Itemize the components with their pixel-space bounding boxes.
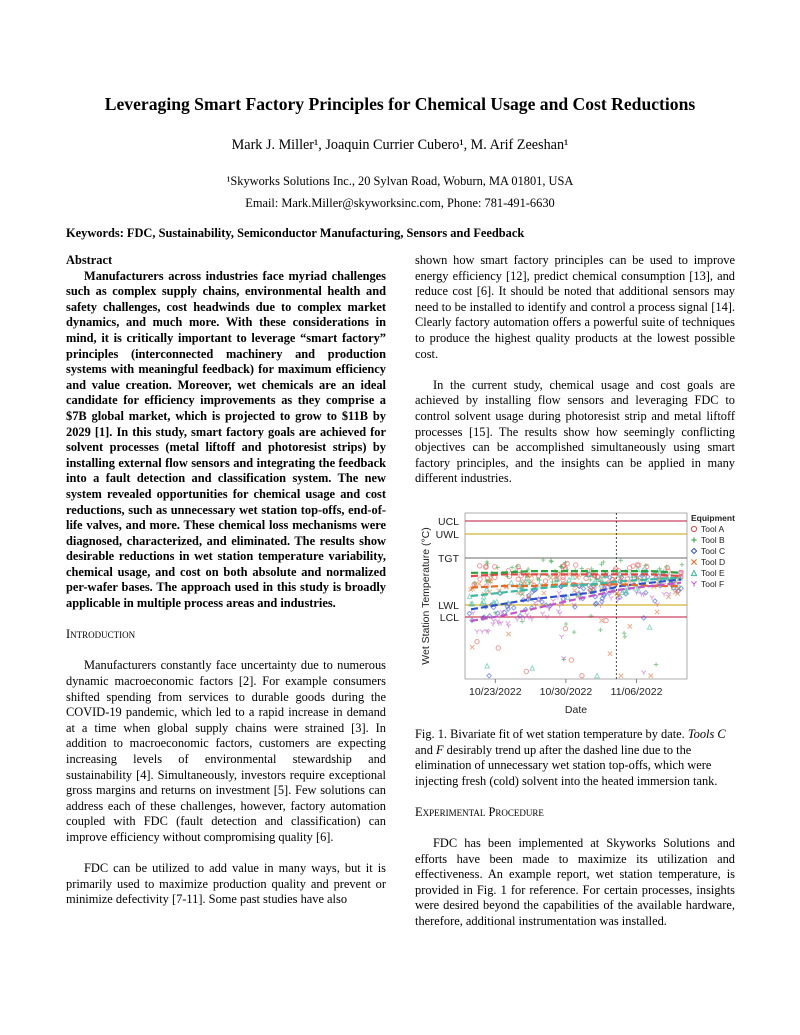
data-point (478, 564, 482, 568)
data-point (510, 565, 514, 569)
data-point (475, 629, 479, 633)
data-point (509, 580, 513, 584)
right-paragraph-2: In the current study, chemical usage and cost goals are achieved by installing flow sensors and leveraging FDC to control solvent usage during photoresist strip and metal liftoff processes [15]. The results show how seemingly conflicting objectives can be accomplished simultaneously using smart factory principles, and the insights can be applied in many different industries. (415, 377, 735, 486)
data-point (477, 582, 481, 586)
experimental-heading: Experimental Procedure (415, 804, 544, 819)
data-point (574, 563, 578, 567)
data-point (609, 596, 613, 600)
temperature-chart (415, 509, 735, 721)
y-label-uwl: UWL (435, 528, 459, 541)
data-point (642, 671, 646, 675)
data-point (549, 558, 553, 562)
experimental-paragraph-1: FDC has been implemented at Skyworks Solutions and efforts have been made to maximize its utilization and effectiveness. An example report, wet station temperature, is provided in Fig. 1 for reference. For certain processes, insights were desired beyond the capabilities of the available hardware, therefore, additional instrumentation was installed. (415, 836, 735, 929)
data-point (530, 590, 534, 594)
data-point (475, 639, 479, 643)
data-point (608, 651, 612, 655)
legend-marker-tool-e (691, 570, 696, 575)
data-point (542, 591, 546, 595)
data-point (655, 610, 659, 614)
abstract-text: Manufacturers across industries face myriad challenges such as complex supply chains, environmental health and safety challenges, cost headwinds due to complex market dynamics, and much more. With these considerations in mind, it is critically important to leverage “smart factory” principles (interconnected machinery and production systems with meaningful feedback) for maximum efficiency and value creation. Moreover, wet chemicals are an ideal candidate for efficiency improvements as they comprise a $7B global market, which is projected to grow to $11B by 2029 [1]. In this study, smart factory goals are achieved for solvent processes (metal liftoff and photoresist strips) by installing external flow sensors and integrating the feedback into a fault detection and classification system. The new system revealed opportunities for chemical usage and cost reductions, such as unnecessary wet station top-offs, end-of-life valves, and more. These chemical loss mechanisms were diagnosed, characterized, and eliminated. The results show desirable reductions in wet station temperature variability, chemical usage, and cost on both absolute and normalized per-wafer bases. The approach used in this study is broadly applicable in multiple process areas and industries. (66, 268, 386, 611)
data-point (588, 578, 592, 582)
data-point (561, 656, 565, 660)
y-axis-title: Wet Station Temperature (°C) (420, 527, 432, 665)
data-point (549, 575, 553, 579)
data-point (496, 646, 500, 650)
data-point (662, 592, 666, 596)
data-point (654, 662, 658, 666)
caption-lead: Fig. 1. Bivariate fit of wet station temperature by date. (415, 726, 688, 741)
data-point (557, 591, 561, 595)
data-point (540, 612, 544, 616)
data-point (467, 611, 471, 615)
data-point (572, 588, 576, 592)
x-tick-label: 11/06/2022 (610, 685, 663, 698)
figure-1 (415, 509, 735, 721)
data-point (619, 673, 623, 677)
author-list: Mark J. Miller¹, Joaquin Currier Cubero¹, M. Arif Zeeshan¹ (231, 137, 569, 153)
legend-marker-tool-a (691, 526, 696, 531)
data-point (589, 614, 593, 618)
legend-entry-tool-d: Tool D (701, 556, 726, 567)
data-point (604, 618, 608, 622)
data-point (563, 626, 567, 630)
data-point (491, 622, 495, 626)
caption-tools-c: Tools C (687, 726, 726, 741)
data-point (580, 673, 584, 677)
data-point (569, 658, 573, 662)
data-point (680, 562, 684, 566)
data-point (506, 632, 510, 636)
data-point (642, 616, 646, 620)
data-point (487, 673, 491, 677)
data-point (619, 558, 623, 562)
data-point (572, 630, 576, 634)
figure-caption (415, 727, 735, 789)
data-point (530, 666, 534, 670)
legend-marker-tool-f (691, 581, 696, 586)
legend-title: Equipment (691, 512, 735, 523)
legend-marker-tool-d (691, 559, 696, 564)
data-point (541, 558, 545, 562)
data-point (478, 577, 482, 581)
introduction-paragraph-1: Manufacturers constantly face uncertainty due to numerous dynamic macroeconomic factors [2]. For example consumers shifted spending from services to durable goods during the COVID-19 pandemic, which led to a rapid increase in demand at a time when global supply chains were strained [3]. In addition to macroeconomic factors, customers are expecting increasing levels of environmental stewardship and sustainability [4]. Simultaneously, investors require exceptional gross margins and returns on investment [5]. Few solutions can address each of these challenges, however, factory automation coupled with FDC (fault detection and classification) can improve efficiency without compromising quality [6]. (66, 658, 386, 844)
legend-marker-tool-b (691, 537, 696, 542)
data-point (524, 669, 528, 673)
x-axis-title: Date (564, 703, 588, 716)
right-paragraph-1: shown how smart factory principles can be used to improve energy efficiency [12], predict chemical consumption [13], and reduce cost [6]. It should be noted that additional sensors may need to be installed to identify and control a process signal [14]. Clearly factory automation offers a powerful suite of techniques to produce the highest quality products at the lowest possible cost. (415, 253, 735, 361)
data-point (599, 618, 603, 622)
data-point (543, 579, 547, 583)
y-label-lwl: LWL (438, 599, 459, 612)
data-point (515, 618, 519, 622)
data-point (550, 580, 554, 584)
data-point (650, 595, 654, 599)
contact-email: Email: Mark.Miller@skyworksinc.com, Phone: 781-491-6630 (245, 196, 555, 210)
data-point (511, 606, 515, 610)
data-point (564, 622, 568, 626)
abstract-heading: Abstract (66, 253, 113, 267)
introduction-paragraph-2: FDC can be utilized to add value in many ways, but it is primarily used to maximize production quality and prevent or minimize defectivity [7-11]. Some past studies have also (66, 861, 386, 907)
left-column (66, 253, 386, 908)
caption-mid: and (415, 742, 436, 757)
data-point (645, 564, 649, 568)
data-point (493, 565, 497, 569)
data-point (666, 595, 670, 599)
data-point (530, 617, 534, 621)
data-point (649, 673, 653, 677)
x-tick-label: 10/30/2022 (539, 685, 593, 698)
legend-entry-tool-a: Tool A (701, 523, 725, 534)
data-point (598, 603, 602, 607)
data-point (595, 673, 599, 677)
keywords: Keywords: FDC, Sustainability, Semiconductor Manufacturing, Sensors and Feedback (66, 226, 525, 240)
legend-entry-tool-c: Tool C (701, 545, 726, 556)
y-label-ucl: UCL (437, 515, 459, 528)
data-point (516, 577, 520, 581)
legend-entry-tool-f: Tool F (701, 578, 725, 589)
data-point (506, 624, 510, 628)
introduction-heading: Introduction (66, 627, 136, 642)
legend-entry-tool-e: Tool E (701, 567, 725, 578)
data-point (653, 599, 657, 603)
data-point (598, 628, 602, 632)
y-label-lcl: LCL (439, 611, 459, 624)
data-point (622, 631, 626, 635)
data-point (485, 664, 489, 668)
paper-title: Leveraging Smart Factory Principles for Chemical Usage and Cost Reductions (104, 94, 696, 114)
legend-marker-tool-c (691, 548, 696, 553)
right-column (415, 253, 735, 930)
data-point (628, 624, 632, 628)
data-point (480, 629, 484, 633)
data-point (581, 586, 585, 590)
caption-tail: desirably trend up after the dashed line due to the elimination of unnecessary wet station top-offs, which were injecting fresh (cold) solvent into the heated immersion tank. (415, 742, 718, 788)
data-point (559, 635, 563, 639)
caption-tools-f: F (436, 742, 444, 757)
data-point (623, 634, 627, 638)
affiliation: ¹Skyworks Solutions Inc., 20 Sylvan Road, Woburn, MA 01801, USA (226, 174, 574, 188)
legend-entry-tool-b: Tool B (701, 534, 725, 545)
data-point (470, 645, 474, 649)
data-point (551, 599, 555, 603)
x-tick-label: 10/23/2022 (468, 685, 522, 698)
data-point (647, 625, 651, 629)
y-label-tgt: TGT (438, 552, 459, 565)
data-point (497, 621, 501, 625)
data-point (556, 609, 560, 613)
data-point (549, 559, 553, 563)
